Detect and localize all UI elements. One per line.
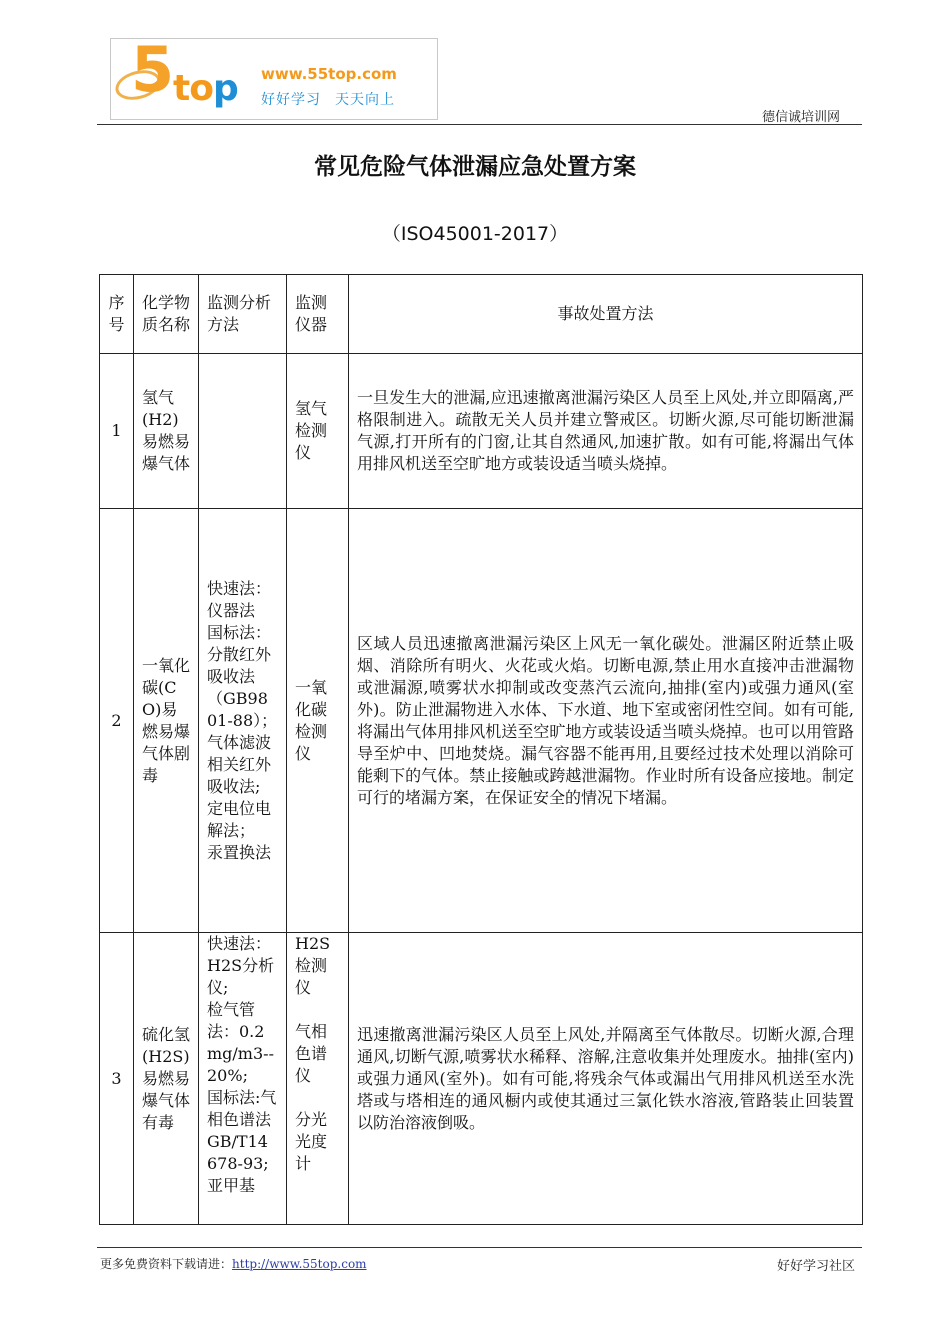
logo-mark-to: to: [173, 68, 213, 109]
footer-community: 好好学习社区: [776, 1259, 855, 1274]
row-name: 硫化氢(H2S)易燃易爆气体有毒: [134, 933, 199, 1225]
header-action: 事故处置方法: [349, 275, 863, 354]
instrument-item: 分光光度计: [295, 1110, 328, 1173]
logo-slogan-1: 好好学习: [261, 92, 321, 108]
row-instrument: [287, 933, 349, 1225]
logo-slogan-2: 天天向上: [335, 92, 395, 108]
row-action: 区域人员迅速撤离泄漏污染区上风无一氧化碳处。泄漏区附近禁止吸烟、消除所有明火、火花或火焰。切断电源,禁止用水直接冲击泄漏物或泄漏源,喷雾状水抑制或改变蒸汽云流向,抽排(室内)或强力通风(室外)。防止泄漏物进入水体、下水道、地下室或密闭性空间。如有可能,将漏出气体用排风机送至空旷地方或装设适当喷头烧掉。也可以用管路导至炉中、凹地焚烧。漏气容器不能再用,且要经过技术处理以消除可能剩下的气体。禁止接触或跨越泄漏物。作业时所有设备应接地。制定可行的堵漏方案，在保证安全的情况下堵漏。: [349, 509, 863, 933]
footer-download-note: [100, 1255, 367, 1272]
header-name: 化学物质名称: [134, 275, 199, 354]
site-logo[interactable]: [110, 33, 438, 120]
footer-divider: [97, 1247, 862, 1248]
table-header-row: [100, 275, 863, 354]
row-no: 1: [100, 354, 134, 509]
row-method: 快速法：H2S分析仪; 检气管法：0.2mg/m3--20%; 国标法:气相色谱法GB/T14678-93; 亚甲基: [199, 933, 287, 1225]
table-row: [100, 509, 863, 933]
instrument-item: H2S检测仪: [295, 934, 331, 997]
row-no: 3: [100, 933, 134, 1225]
row-method: 快速法：仪器法 国标法： 分散红外吸收法（GB9801-88）； 气体滤波相关红外吸收法; 定电位电解法； 汞置换法: [199, 509, 287, 933]
row-instrument: [287, 509, 349, 933]
row-action: 一旦发生大的泄漏,应迅速撤离泄漏污染区人员至上风处,并立即隔离,严格限制进入。疏散无关人员并建立警戒区。切断火源,尽可能切断泄漏气源,打开所有的门窗,让其自然通风,加速扩散。如有可能,将漏出气体用排风机送至空旷地方或装设适当喷头烧掉。: [349, 354, 863, 509]
gas-leak-table: [99, 274, 863, 1225]
logo-url: www.55top.com: [261, 65, 397, 83]
header-method: 监测分析方法: [199, 275, 287, 354]
footer-link[interactable]: http://www.55top.com: [232, 1257, 367, 1271]
row-name: 一氧化碳(CO)易燃易爆气体剧毒: [134, 509, 199, 933]
instrument-item: 氢气检测仪: [295, 399, 328, 462]
logo-mark-five: 5: [131, 33, 175, 106]
site-name: 德信诚培训网: [761, 110, 840, 125]
header-divider: [97, 124, 862, 125]
row-method: [199, 354, 287, 509]
row-no: 2: [100, 509, 134, 933]
logo-slogan: [261, 89, 395, 109]
row-name: 氢气(H2)易燃易爆气体: [134, 354, 199, 509]
row-action: 迅速撤离泄漏污染区人员至上风处,并隔离至气体散尽。切断火源,合理通风,切断气源,喷雾状水稀释、溶解,注意收集并处理废水。抽排(室内)或强力通风(室外)。如有可能,将残余气体或漏出气用排风机送至水洗塔或与塔相连的通风橱内或使其通过三氯化铁水溶液,管路装止回装置以防治溶液倒吸。: [349, 933, 863, 1225]
footer-prefix: 更多免费资料下载请进：: [100, 1257, 233, 1271]
table-row: [100, 354, 863, 509]
table-row: [100, 933, 863, 1225]
row-instrument: [287, 354, 349, 509]
instrument-item: 气相色谱仪: [295, 1022, 328, 1085]
logo-mark-top: [173, 68, 238, 109]
document-title: 常见危险气体泄漏应急处置方案: [314, 154, 636, 180]
document-subtitle: （ISO45001-2017）: [381, 223, 569, 245]
header-instrument: 监测仪器: [287, 275, 349, 354]
header-no: 序号: [100, 275, 134, 354]
instrument-item: 一氧化碳检测仪: [295, 677, 328, 763]
logo-mark-p: p: [212, 68, 238, 109]
